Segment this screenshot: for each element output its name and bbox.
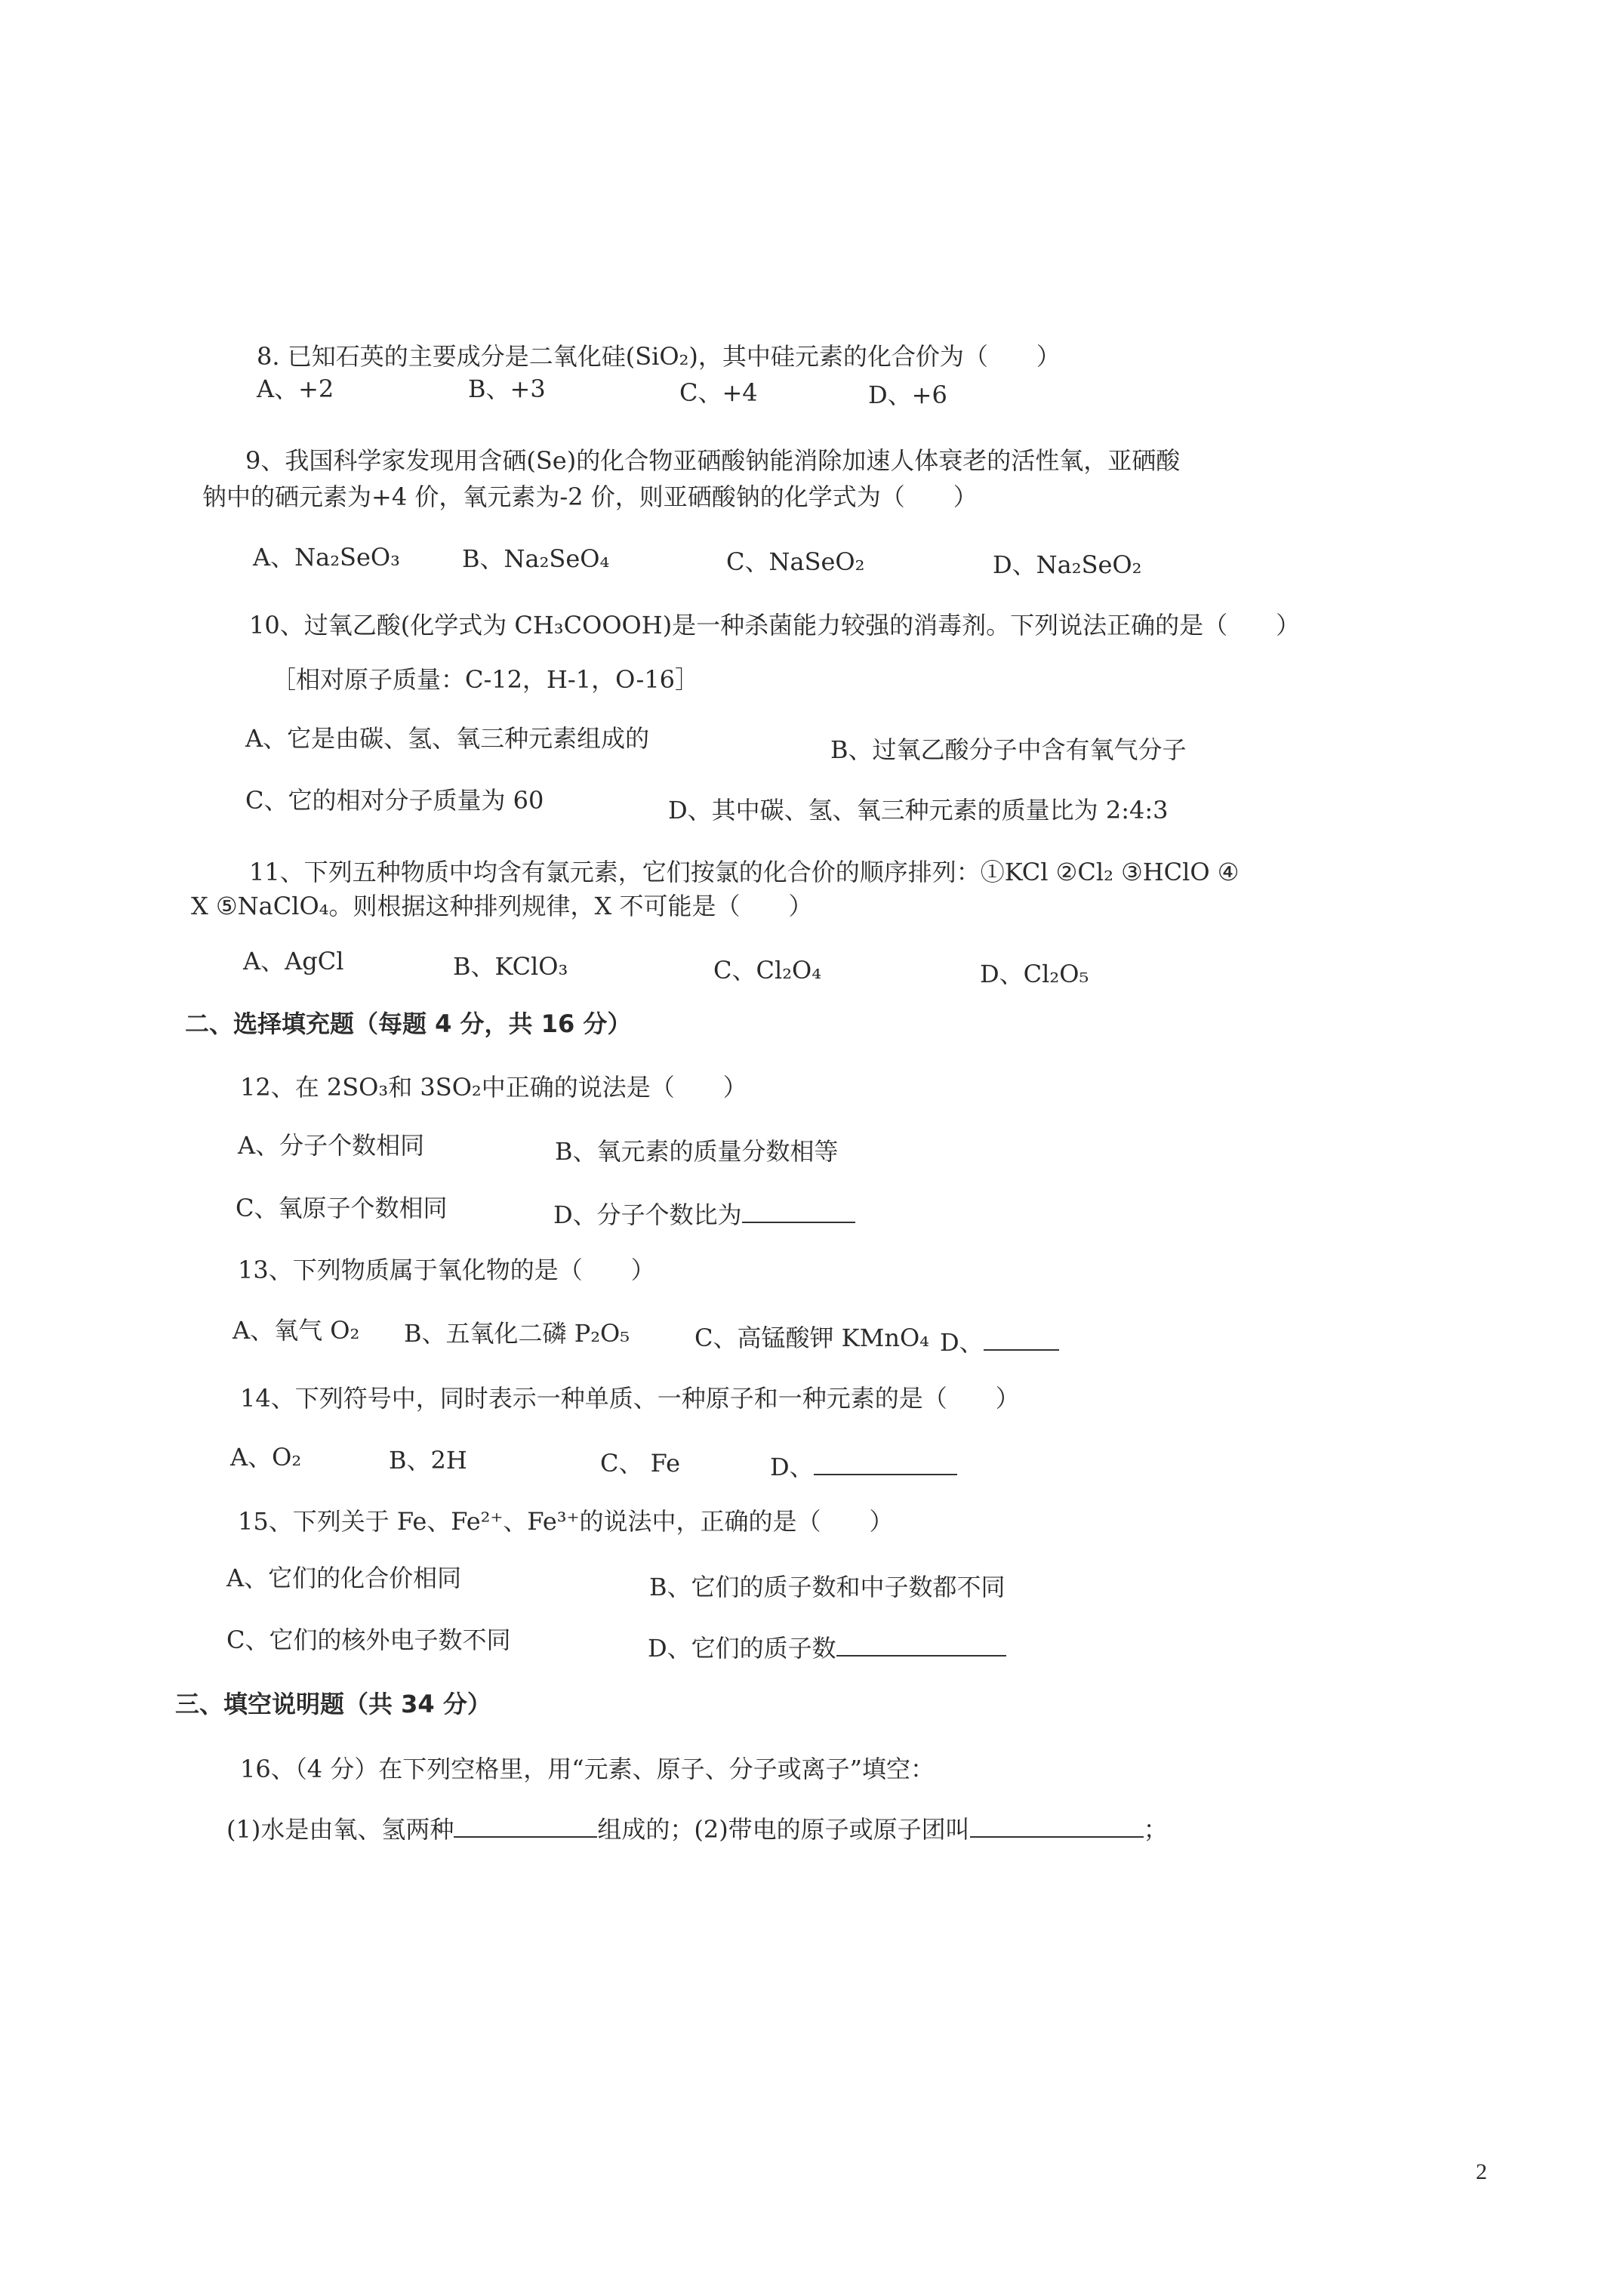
q15-stem: 15、下列关于 Fe、Fe²⁺、Fe³⁺的说法中，正确的是（ ） (238, 1507, 894, 1536)
q8-stem: 8. 已知石英的主要成分是二氧化硅(SiO₂)，其中硅元素的化合价为（ ） (257, 342, 1061, 371)
q13-option-c: C、高锰酸钾 KMnO₄ (694, 1324, 930, 1352)
q15-option-a: A、它们的化合价相同 (226, 1564, 462, 1592)
q12-option-b: B、氧元素的质量分数相等 (555, 1137, 839, 1166)
q13-option-d (940, 1327, 1059, 1358)
q16-fill-line (226, 1814, 1168, 1845)
q9-option-c: C、NaSeO₂ (726, 547, 865, 576)
q16-blank-1 (454, 1814, 597, 1838)
q14-stem: 14、下列符号中，同时表示一种单质、一种原子和一种元素的是（ ） (240, 1384, 1020, 1413)
q14-option-c: C、 Fe (600, 1449, 681, 1478)
q13-stem: 13、下列物质属于氧化物的是（ ） (238, 1256, 655, 1284)
q12-stem: 12、在 2SO₃和 3SO₂中正确的说法是（ ） (240, 1073, 747, 1102)
q15-option-d-text: D、它们的质子数 (648, 1634, 836, 1663)
q13-option-a: A、氧气 O₂ (233, 1316, 360, 1345)
q9-option-a: A、Na₂SeO₃ (253, 543, 400, 572)
q16-blank-2 (970, 1814, 1144, 1838)
section-3-title: 三、填空说明题（共 34 分） (175, 1690, 491, 1718)
q11-stem-line1: 11、下列五种物质中均含有氯元素，它们按氯的化合价的顺序排列：①KCl ②Cl₂ ③HClO ④ (249, 858, 1240, 886)
q10-option-d: D、其中碳、氢、氧三种元素的质量比为 2:4:3 (668, 796, 1169, 824)
q16-part3-text: ； (1143, 1815, 1168, 1844)
q11-option-b: B、KClO₃ (453, 952, 568, 981)
q8-option-d: D、+6 (868, 381, 947, 409)
q11-stem-line2: X ⑤NaClO₄。则根据这种排列规律，X 不可能是（ ） (191, 892, 813, 920)
q9-option-b: B、Na₂SeO₄ (462, 544, 610, 573)
q15-answer-blank (836, 1632, 1006, 1657)
q14-option-d (770, 1451, 957, 1482)
q8-option-c: C、+4 (679, 378, 758, 407)
q10-stem: 10、过氧乙酸(化学式为 CH₃COOOH)是一种杀菌能力较强的消毒剂。下列说法正确的是（ ） (249, 611, 1301, 639)
q9-option-d: D、Na₂SeO₂ (993, 550, 1142, 579)
q11-option-c: C、Cl₂O₄ (713, 956, 822, 985)
q16-part2-text: 组成的；(2)带电的原子或原子团叫 (597, 1815, 970, 1844)
q15-option-b: B、它们的质子数和中子数都不同 (649, 1573, 1006, 1601)
q12-option-c: C、氧原子个数相同 (236, 1194, 448, 1222)
q14-option-a: A、O₂ (230, 1443, 302, 1472)
q10-note: ［相对原子质量：C-12，H-1，O-16］ (272, 665, 700, 694)
q9-stem-line1: 9、我国科学家发现用含硒(Se)的化合物亚硒酸钠能消除加速人体衰老的活性氧，亚硒酸 (245, 446, 1181, 475)
q15-option-d (648, 1632, 1006, 1663)
page-number: 2 (1476, 2159, 1487, 2184)
q13-option-d-text: D、 (940, 1328, 984, 1357)
q12-option-a: A、分子个数相同 (238, 1131, 425, 1160)
q11-option-a: A、AgCl (243, 947, 344, 975)
q9-stem-line2: 钠中的硒元素为+4 价，氧元素为-2 价，则亚硒酸钠的化学式为（ ） (202, 482, 978, 511)
q10-option-a: A、它是由碳、氢、氧三种元素组成的 (245, 724, 650, 753)
q12-answer-blank (742, 1199, 855, 1223)
q14-option-d-text: D、 (770, 1453, 814, 1481)
q14-answer-blank (814, 1451, 957, 1475)
q10-option-b: B、过氧乙酸分子中含有氧气分子 (830, 735, 1187, 764)
q13-answer-blank (984, 1327, 1059, 1351)
q12-option-d (553, 1199, 855, 1230)
q11-option-d: D、Cl₂O₅ (980, 960, 1089, 988)
q13-option-b: B、五氧化二磷 P₂O₅ (404, 1319, 630, 1348)
q16-part1-text: (1)水是由氧、氢两种 (226, 1815, 454, 1844)
section-2-title: 二、选择填充题（每题 4 分，共 16 分） (185, 1009, 632, 1038)
q16-stem: 16、（4 分）在下列空格里，用“元素、原子、分子或离子”填空： (240, 1755, 935, 1783)
q10-option-c: C、它的相对分子质量为 60 (245, 786, 544, 815)
q8-option-a: A、+2 (257, 374, 334, 403)
q14-option-b: B、2H (389, 1446, 467, 1475)
q8-option-b: B、+3 (468, 374, 546, 403)
q15-option-c: C、它们的核外电子数不同 (226, 1626, 511, 1654)
q12-option-d-text: D、分子个数比为 (553, 1200, 742, 1229)
